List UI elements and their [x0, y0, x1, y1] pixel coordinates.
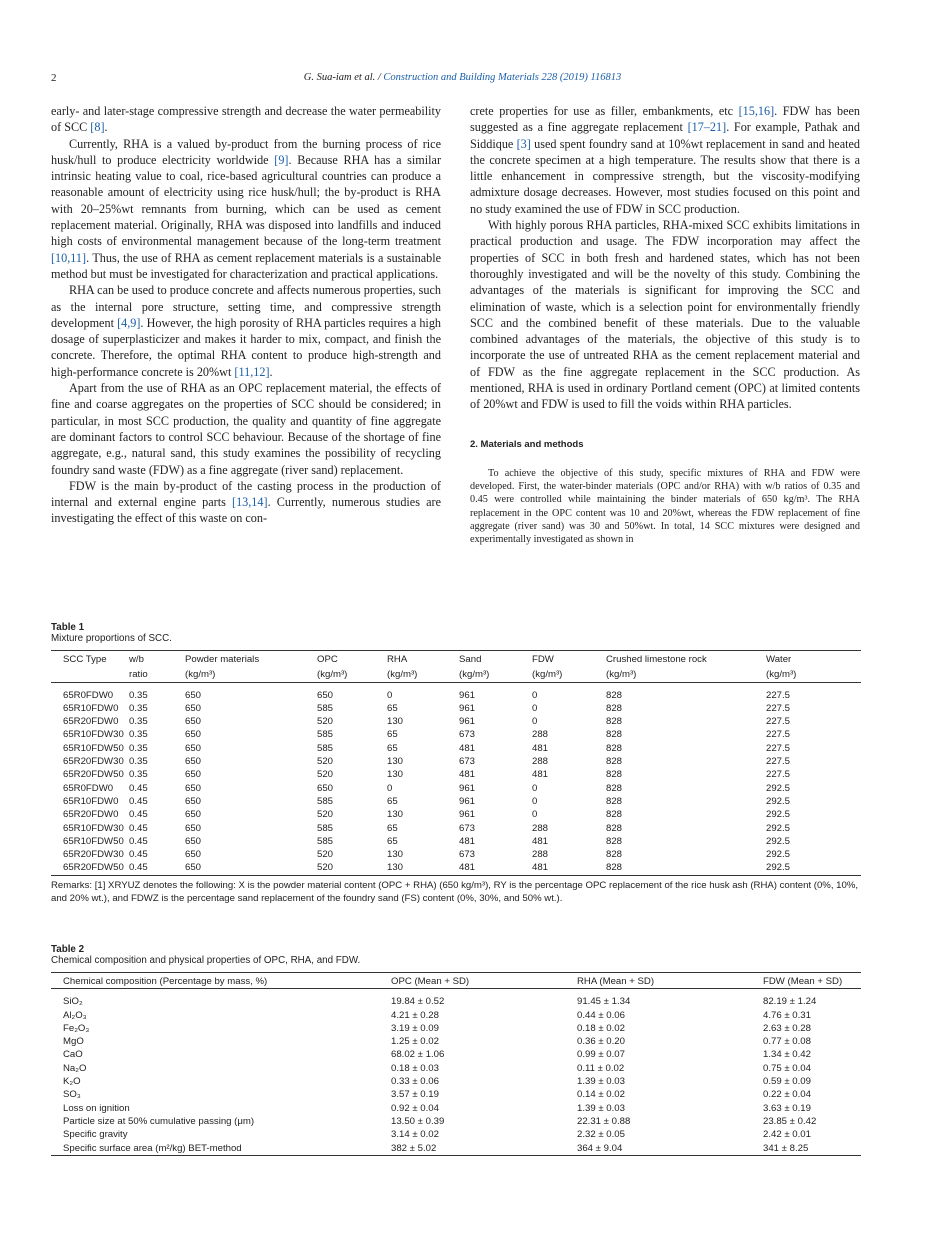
table-cell: 227.5 [766, 702, 791, 714]
table-cell: 481 [532, 742, 549, 754]
table-row [51, 1088, 861, 1101]
table-cell: 0 [532, 809, 538, 821]
table-cell: 130 [387, 849, 404, 861]
table-row [51, 1022, 861, 1035]
table-cell: 673 [459, 849, 476, 861]
table-cell: Specific gravity [63, 1129, 128, 1141]
table-cell: 650 [185, 782, 202, 794]
table-cell: 650 [317, 689, 334, 701]
column-header-unit: (kg/m³) [317, 666, 387, 682]
table-cell: 650 [185, 849, 202, 861]
table-cell: 650 [317, 782, 334, 794]
table-row [51, 795, 861, 808]
table-label: Table 2 [51, 944, 85, 955]
table-cell: 0.77 ± 0.08 [763, 1036, 811, 1048]
table-cell: 520 [317, 769, 334, 781]
table-cell: 0.35 [129, 702, 148, 714]
table-cell: SiO₂ [63, 996, 83, 1008]
table-cell: 65 [387, 729, 398, 741]
paragraph: crete properties for use as filler, embankments, etc [15,16]. FDW has been suggested as a fine aggregate replacement [17–21]. For example, Pathak and Siddique [3] used spent foundry sand at 10%wt replacement in sand and heated the concrete specimen at a high temperature. The results show that there is a little enhancement in compressive strength, but the viscosity-modifying admixture dosage decreases. However, most studies focused on this point and no study examined the use of FDW in SCC production. [470, 104, 861, 216]
table-cell: 288 [532, 822, 549, 834]
table-cell: 292.5 [766, 795, 791, 807]
table-2 [51, 944, 861, 1156]
table-caption: Chemical composition and physical properties of OPC, RHA, and FDW. [51, 955, 361, 966]
table-cell: 227.5 [766, 729, 791, 741]
table-cell: 650 [185, 809, 202, 821]
table-cell: 650 [185, 769, 202, 781]
paragraph: FDW is the main by-product of the casting process in the production of internal and external engine parts [13,14]. Currently, numerous studies are investigating the effect of this waste on con- [51, 478, 441, 526]
table-cell: Specific surface area (m²/kg) BET-method [51, 1142, 391, 1156]
table-cell: 585 [317, 729, 334, 741]
table-cell: 292.5 [766, 822, 791, 834]
table-cell: 227.5 [766, 716, 791, 728]
table-cell: 65R0FDW0 [63, 689, 114, 701]
page-number: 2 [51, 72, 57, 84]
table-cell: 227.5 [766, 689, 791, 701]
column-header: Powder materials [185, 651, 317, 667]
table-cell: 961 [459, 782, 476, 794]
table-cell: 0.35 [129, 729, 148, 741]
table-header-row [51, 973, 861, 989]
table-cell: 130 [387, 756, 404, 768]
column-header: RHA (Mean + SD) [577, 973, 763, 989]
citation-link[interactable]: [13,14] [232, 495, 268, 510]
column-header-unit: ratio [129, 666, 185, 682]
table-cell: 0.45 [129, 809, 148, 821]
table-cell: 650 [185, 861, 317, 875]
table-cell: 481 [532, 861, 606, 875]
table-cell: 65R20FDW30 [63, 756, 124, 768]
column-header-unit: (kg/m³) [459, 666, 532, 682]
table-cell: 288 [532, 756, 549, 768]
table-remarks: Remarks: [1] XRYUZ denotes the following: X is the powder material content (OPC + RHA) (650 kg/m³), RY is the percentage OPC replacement of the rice husk ash (RHA) content (0%, 10%, and 20% wt.), and FDWZ is the percentage sand replacement of the foundry sand (FS) content (0%, 30%, and 50% wt.). [51, 879, 859, 904]
table-row [51, 1009, 861, 1022]
citation-link[interactable]: [17–21] [687, 120, 727, 135]
column-header: Sand [459, 651, 532, 667]
table-cell: 65 [387, 742, 398, 754]
table-cell: 0.59 ± 0.09 [763, 1076, 811, 1088]
table-cell: 2.42 ± 0.01 [763, 1129, 811, 1141]
citation-link[interactable]: [11,12] [234, 364, 270, 379]
table-cell: 481 [532, 769, 549, 781]
table-cell: 4.21 ± 0.28 [391, 1009, 439, 1021]
table-cell: 1.39 ± 0.03 [577, 1102, 625, 1114]
table-cell: 0.45 [129, 835, 148, 847]
table-cell: 292.5 [766, 835, 791, 847]
table-cell: 0.35 [129, 769, 148, 781]
running-head-authors: G. Sua-iam et al. [303, 72, 376, 83]
table-1 [51, 622, 861, 905]
table-cell: 65 [387, 702, 398, 714]
table-cell: Na₂O [63, 1062, 87, 1074]
table-cell: 961 [459, 716, 476, 728]
table-cell: 520 [317, 756, 334, 768]
citation-link[interactable]: [9] [274, 152, 289, 167]
table-cell: 65R10FDW50 [63, 742, 124, 754]
table-row [51, 861, 861, 875]
composition-table [51, 972, 861, 1156]
table-cell: 650 [185, 716, 202, 728]
table-cell: 650 [185, 729, 202, 741]
table-cell: 0 [532, 716, 538, 728]
column-header: OPC (Mean + SD) [391, 973, 577, 989]
table-cell: 0 [532, 782, 538, 794]
table-cell: 130 [387, 769, 404, 781]
table-cell: 3.19 ± 0.09 [391, 1022, 439, 1034]
table-cell: 65 [387, 835, 398, 847]
table-cell: 650 [185, 742, 202, 754]
table-cell: 828 [606, 769, 623, 781]
table-row [51, 808, 861, 821]
table-row [51, 1075, 861, 1088]
column-header: FDW [532, 651, 606, 667]
table-cell: 341 ± 8.25 [763, 1142, 861, 1156]
table-cell: 0.45 [129, 795, 148, 807]
table-cell: 828 [606, 742, 623, 754]
table-cell: Al₂O₃ [63, 1009, 87, 1021]
mixture-table [51, 650, 861, 876]
table-cell: 585 [317, 702, 334, 714]
table-cell: 65R10FDW0 [63, 702, 119, 714]
column-header: Water [766, 651, 861, 667]
table-cell: 0.45 [129, 822, 148, 834]
table-cell: 292.5 [766, 782, 791, 794]
table-row [51, 848, 861, 861]
table-cell: 23.85 ± 0.42 [763, 1115, 817, 1127]
table-cell: 828 [606, 729, 623, 741]
table-cell: 585 [317, 795, 334, 807]
table-cell: 585 [317, 822, 334, 834]
table-row [51, 768, 861, 781]
table-cell: 0.92 ± 0.04 [391, 1102, 439, 1114]
table-cell: 828 [606, 702, 623, 714]
table-header-row [51, 651, 861, 667]
column-header-unit: (kg/m³) [387, 666, 459, 682]
running-head-journal[interactable]: Construction and Building Materials 228 (2019) 116813 [383, 72, 622, 83]
table-cell: 0.35 [129, 716, 148, 728]
paragraph: Apart from the use of RHA as an OPC replacement material, the effects of fine and coarse aggregates on the properties of SCC should be considered; in particular, in most SCC production, the quality and quantity of fine aggregate are dominant factors to control SCC behaviour. Because of the shortage of fine aggregate, e.g., natural sand, this study examines the possibility of recycling foundry sand waste (FDW) as a fine aggregate (river sand) replacement. [51, 381, 441, 477]
table-cell: 65R20FDW30 [63, 849, 124, 861]
table-cell: 227.5 [766, 769, 791, 781]
table-cell: 65R10FDW30 [63, 822, 124, 834]
table-cell: 650 [185, 822, 202, 834]
table-cell: 828 [606, 795, 623, 807]
table-cell: 0.35 [129, 756, 148, 768]
table-cell: 0 [532, 689, 538, 701]
column-header: w/b [129, 651, 185, 667]
column-header: OPC [317, 651, 387, 667]
table-cell: 0.22 ± 0.04 [763, 1089, 811, 1101]
table-cell: 0.45 [129, 782, 148, 794]
table-cell: 0.45 [129, 849, 148, 861]
table-row [51, 1062, 861, 1075]
table-cell: 828 [606, 822, 623, 834]
table-cell: 130 [387, 809, 404, 821]
column-header-unit [51, 666, 129, 682]
table-cell: 0.18 ± 0.02 [577, 1022, 625, 1034]
table-cell: 961 [459, 809, 476, 821]
table-cell: 520 [317, 809, 334, 821]
table-cell: 1.39 ± 0.03 [577, 1076, 625, 1088]
citation-link[interactable]: [8] [90, 120, 105, 135]
table-cell: 520 [317, 716, 334, 728]
table-cell: 0.35 [129, 689, 148, 701]
table-row [51, 689, 861, 702]
table-cell: 0.35 [129, 742, 148, 754]
table-cell: Particle size at 50% cumulative passing (μm) [63, 1115, 255, 1127]
table-cell: 65R10FDW50 [63, 835, 124, 847]
table-row [51, 1048, 861, 1061]
right-column [470, 103, 860, 546]
table-row [51, 742, 861, 755]
table-cell: 292.5 [766, 849, 791, 861]
paragraph: early- and later-stage compressive strength and decrease the water permeability of SCC [8]. [51, 104, 441, 135]
running-head: G. Sua-iam et al. / Construction and Building Materials 228 (2019) 116813 [303, 72, 622, 83]
table-cell: 520 [317, 861, 387, 875]
table-cell: K₂O [63, 1076, 81, 1088]
table-cell: 13.50 ± 0.39 [391, 1115, 445, 1127]
table-cell: SO₃ [63, 1089, 81, 1101]
table-cell: 961 [459, 702, 476, 714]
table-cell: 650 [185, 756, 202, 768]
column-header: RHA [387, 651, 459, 667]
table-cell: 0 [532, 795, 538, 807]
table-cell: 0.33 ± 0.06 [391, 1076, 439, 1088]
table-cell: 481 [459, 861, 532, 875]
table-cell: 364 ± 9.04 [577, 1142, 763, 1156]
table-cell: 382 ± 5.02 [391, 1142, 577, 1156]
table-cell: 673 [459, 756, 476, 768]
table-row [51, 995, 861, 1008]
table-header-units-row [51, 666, 861, 682]
table-cell: 0.45 [129, 861, 185, 875]
table-row [51, 835, 861, 848]
table-cell: 65R20FDW0 [63, 809, 119, 821]
table-cell: 0 [387, 782, 393, 794]
table-cell: 65R20FDW0 [63, 716, 119, 728]
table-cell: 292.5 [766, 861, 861, 875]
table-cell: 288 [532, 849, 549, 861]
table-row [51, 728, 861, 741]
citation-link[interactable]: [15,16] [738, 104, 775, 118]
table-cell: 288 [532, 729, 549, 741]
table-cell: CaO [63, 1049, 83, 1061]
column-header-unit: (kg/m³) [766, 666, 861, 682]
left-column [51, 103, 441, 527]
paragraph: To achieve the objective of this study, specific mixtures of RHA and FDW were developed. First, the water-binder materials (OPC and/or RHA) with w/b ratios of 0.35 and 0.45 were controlled while maintaining the binder materials of 650 kg/m³. The RHA replacement in the OPC content was 10 and 20%wt, whereas the FDW replacement of fine aggregate (river sand) was 30 and 50%wt. In total, 14 SCC mixtures were designed and experimentally investigated as shown in [470, 467, 860, 545]
table-cell: MgO [63, 1036, 84, 1048]
table-cell: 292.5 [766, 809, 791, 821]
column-header: Crushed limestone rock [606, 651, 766, 667]
table-cell: 2.32 ± 0.05 [577, 1129, 625, 1141]
table-cell: 828 [606, 849, 623, 861]
table-cell: 227.5 [766, 742, 791, 754]
table-cell: 585 [317, 742, 334, 754]
table-cell: 65R0FDW0 [63, 782, 114, 794]
table-label: Table 1 [51, 622, 85, 633]
table-cell: 828 [606, 716, 623, 728]
table-row [51, 1035, 861, 1048]
table-cell: 227.5 [766, 756, 791, 768]
paragraph: Currently, RHA is a valued by-product from the burning process of rice husk/hull to produce electricity worldwide [9]. Because RHA has a similar intrinsic heating value to coal, rice-based agricultural countries can produce a reasonable amount of electricity using rice husk/hull; the by-product is RHA with 20–25%wt remnants from burning, which can be used as cement replacement material. Originally, RHA was disposed into landfills and induced high costs of environmental management because of the long-term treatment [10,11]. Thus, the use of RHA as cement replacement materials is a sustainable method but must be investigated for characterization and practical applications. [51, 136, 442, 281]
column-header-unit: (kg/m³) [532, 666, 606, 682]
table-cell: 673 [459, 729, 476, 741]
column-header: SCC Type [51, 651, 129, 667]
citation-link[interactable]: [10,11] [51, 250, 87, 265]
table-cell: 961 [459, 689, 476, 701]
table-cell: 65R20FDW50 [51, 861, 129, 875]
table-cell: 481 [459, 835, 476, 847]
table-cell: 650 [185, 689, 202, 701]
table-cell: 130 [387, 861, 459, 875]
table-row [51, 1102, 861, 1115]
table-cell: 65R10FDW30 [63, 729, 124, 741]
table-cell: 0.18 ± 0.03 [391, 1062, 439, 1074]
table-row [51, 782, 861, 795]
table-cell: Fe₂O₃ [63, 1022, 90, 1034]
table-caption: Mixture proportions of SCC. [51, 633, 172, 644]
table-cell: 828 [606, 689, 623, 701]
table-cell: 481 [532, 835, 549, 847]
table-cell: 0.99 ± 0.07 [577, 1049, 625, 1061]
table-cell: 2.63 ± 0.28 [763, 1022, 811, 1034]
paragraph: With highly porous RHA particles, RHA-mixed SCC exhibits limitations in practical production and usage. The FDW incorporation may affect the properties of SCC in both fresh and hardened states, which has not been thoroughly investigated and will be the novelty of this study. Combining the advantages of the materials is significant for improving the SCC and elimination of waste, which is a selection point for environmentally friendly SCC and the combined benefit of these materials. Due to the valuable combined advantages of the materials, the objective of this study is to incorporate the use of untreated RHA as the cement replacement material and of FDW as the fine aggregate replacement in the SCC production. As mentioned, RHA is used in ordinary Portland cement (OPC) at limited contents of 20%wt and FDW is used to fill the voids within RHA particles. [470, 218, 860, 412]
table-cell: 828 [606, 835, 623, 847]
table-cell: 828 [606, 809, 623, 821]
table-cell: 130 [387, 716, 404, 728]
table-cell: 0.11 ± 0.02 [577, 1062, 625, 1074]
table-cell: 1.25 ± 0.02 [391, 1036, 439, 1048]
column-header-unit: (kg/m³) [606, 666, 766, 682]
table-cell: 65R20FDW50 [63, 769, 124, 781]
column-header: Chemical composition (Percentage by mass, %) [51, 973, 391, 989]
table-cell: 91.45 ± 1.34 [577, 996, 631, 1008]
table-row [51, 1128, 861, 1141]
table-cell: 828 [606, 782, 623, 794]
table-cell: 481 [459, 769, 476, 781]
table-row [51, 1115, 861, 1128]
table-cell: 0.14 ± 0.02 [577, 1089, 625, 1101]
paragraph: RHA can be used to produce concrete and affects numerous properties, such as the internal pore structure, setting time, and compressive strength development [4,9]. However, the high porosity of RHA particles requires a high dosage of superplasticizer and makes it harder to mix, compact, and finish the concrete. Therefore, the optimal RHA content to produce high-strength and high-performance concrete is 20%wt [11,12]. [51, 283, 442, 379]
table-cell: 650 [185, 835, 202, 847]
table-cell: 3.14 ± 0.02 [391, 1129, 439, 1141]
table-cell: 1.34 ± 0.42 [763, 1049, 811, 1061]
table-cell: 585 [317, 835, 334, 847]
column-header: FDW (Mean + SD) [763, 973, 861, 989]
table-row [51, 755, 861, 768]
table-cell: 673 [459, 822, 476, 834]
citation-link[interactable]: [4,9] [117, 315, 141, 330]
table-cell: 3.63 ± 0.19 [763, 1102, 811, 1114]
citation-link[interactable]: [3] [516, 136, 531, 151]
table-cell: Loss on ignition [63, 1102, 130, 1114]
table-cell: 65R10FDW0 [63, 795, 119, 807]
table-cell: 22.31 ± 0.88 [577, 1115, 631, 1127]
table-cell: 0.36 ± 0.20 [577, 1036, 625, 1048]
table-cell: 481 [459, 742, 476, 754]
table-row [51, 702, 861, 715]
table-cell: 68.02 ± 1.06 [391, 1049, 445, 1061]
table-row [51, 822, 861, 835]
table-cell: 520 [317, 849, 334, 861]
table-cell: 65 [387, 795, 398, 807]
table-cell: 0 [387, 689, 393, 701]
table-row [51, 715, 861, 728]
table-cell: 650 [185, 795, 202, 807]
table-cell: 0.44 ± 0.06 [577, 1009, 625, 1021]
table-cell: 0 [532, 702, 538, 714]
table-cell: 828 [606, 861, 766, 875]
table-cell: 828 [606, 756, 623, 768]
section-heading: 2. Materials and methods [470, 438, 584, 450]
column-header-unit: (kg/m³) [185, 666, 317, 682]
table-cell: 19.84 ± 0.52 [391, 996, 445, 1008]
table-cell: 0.75 ± 0.04 [763, 1062, 811, 1074]
table-cell: 65 [387, 822, 398, 834]
table-cell: 3.57 ± 0.19 [391, 1089, 439, 1101]
table-cell: 4.76 ± 0.31 [763, 1009, 811, 1021]
table-cell: 650 [185, 702, 202, 714]
table-cell: 961 [459, 795, 476, 807]
table-cell: 82.19 ± 1.24 [763, 996, 817, 1008]
table-row [51, 1142, 861, 1156]
